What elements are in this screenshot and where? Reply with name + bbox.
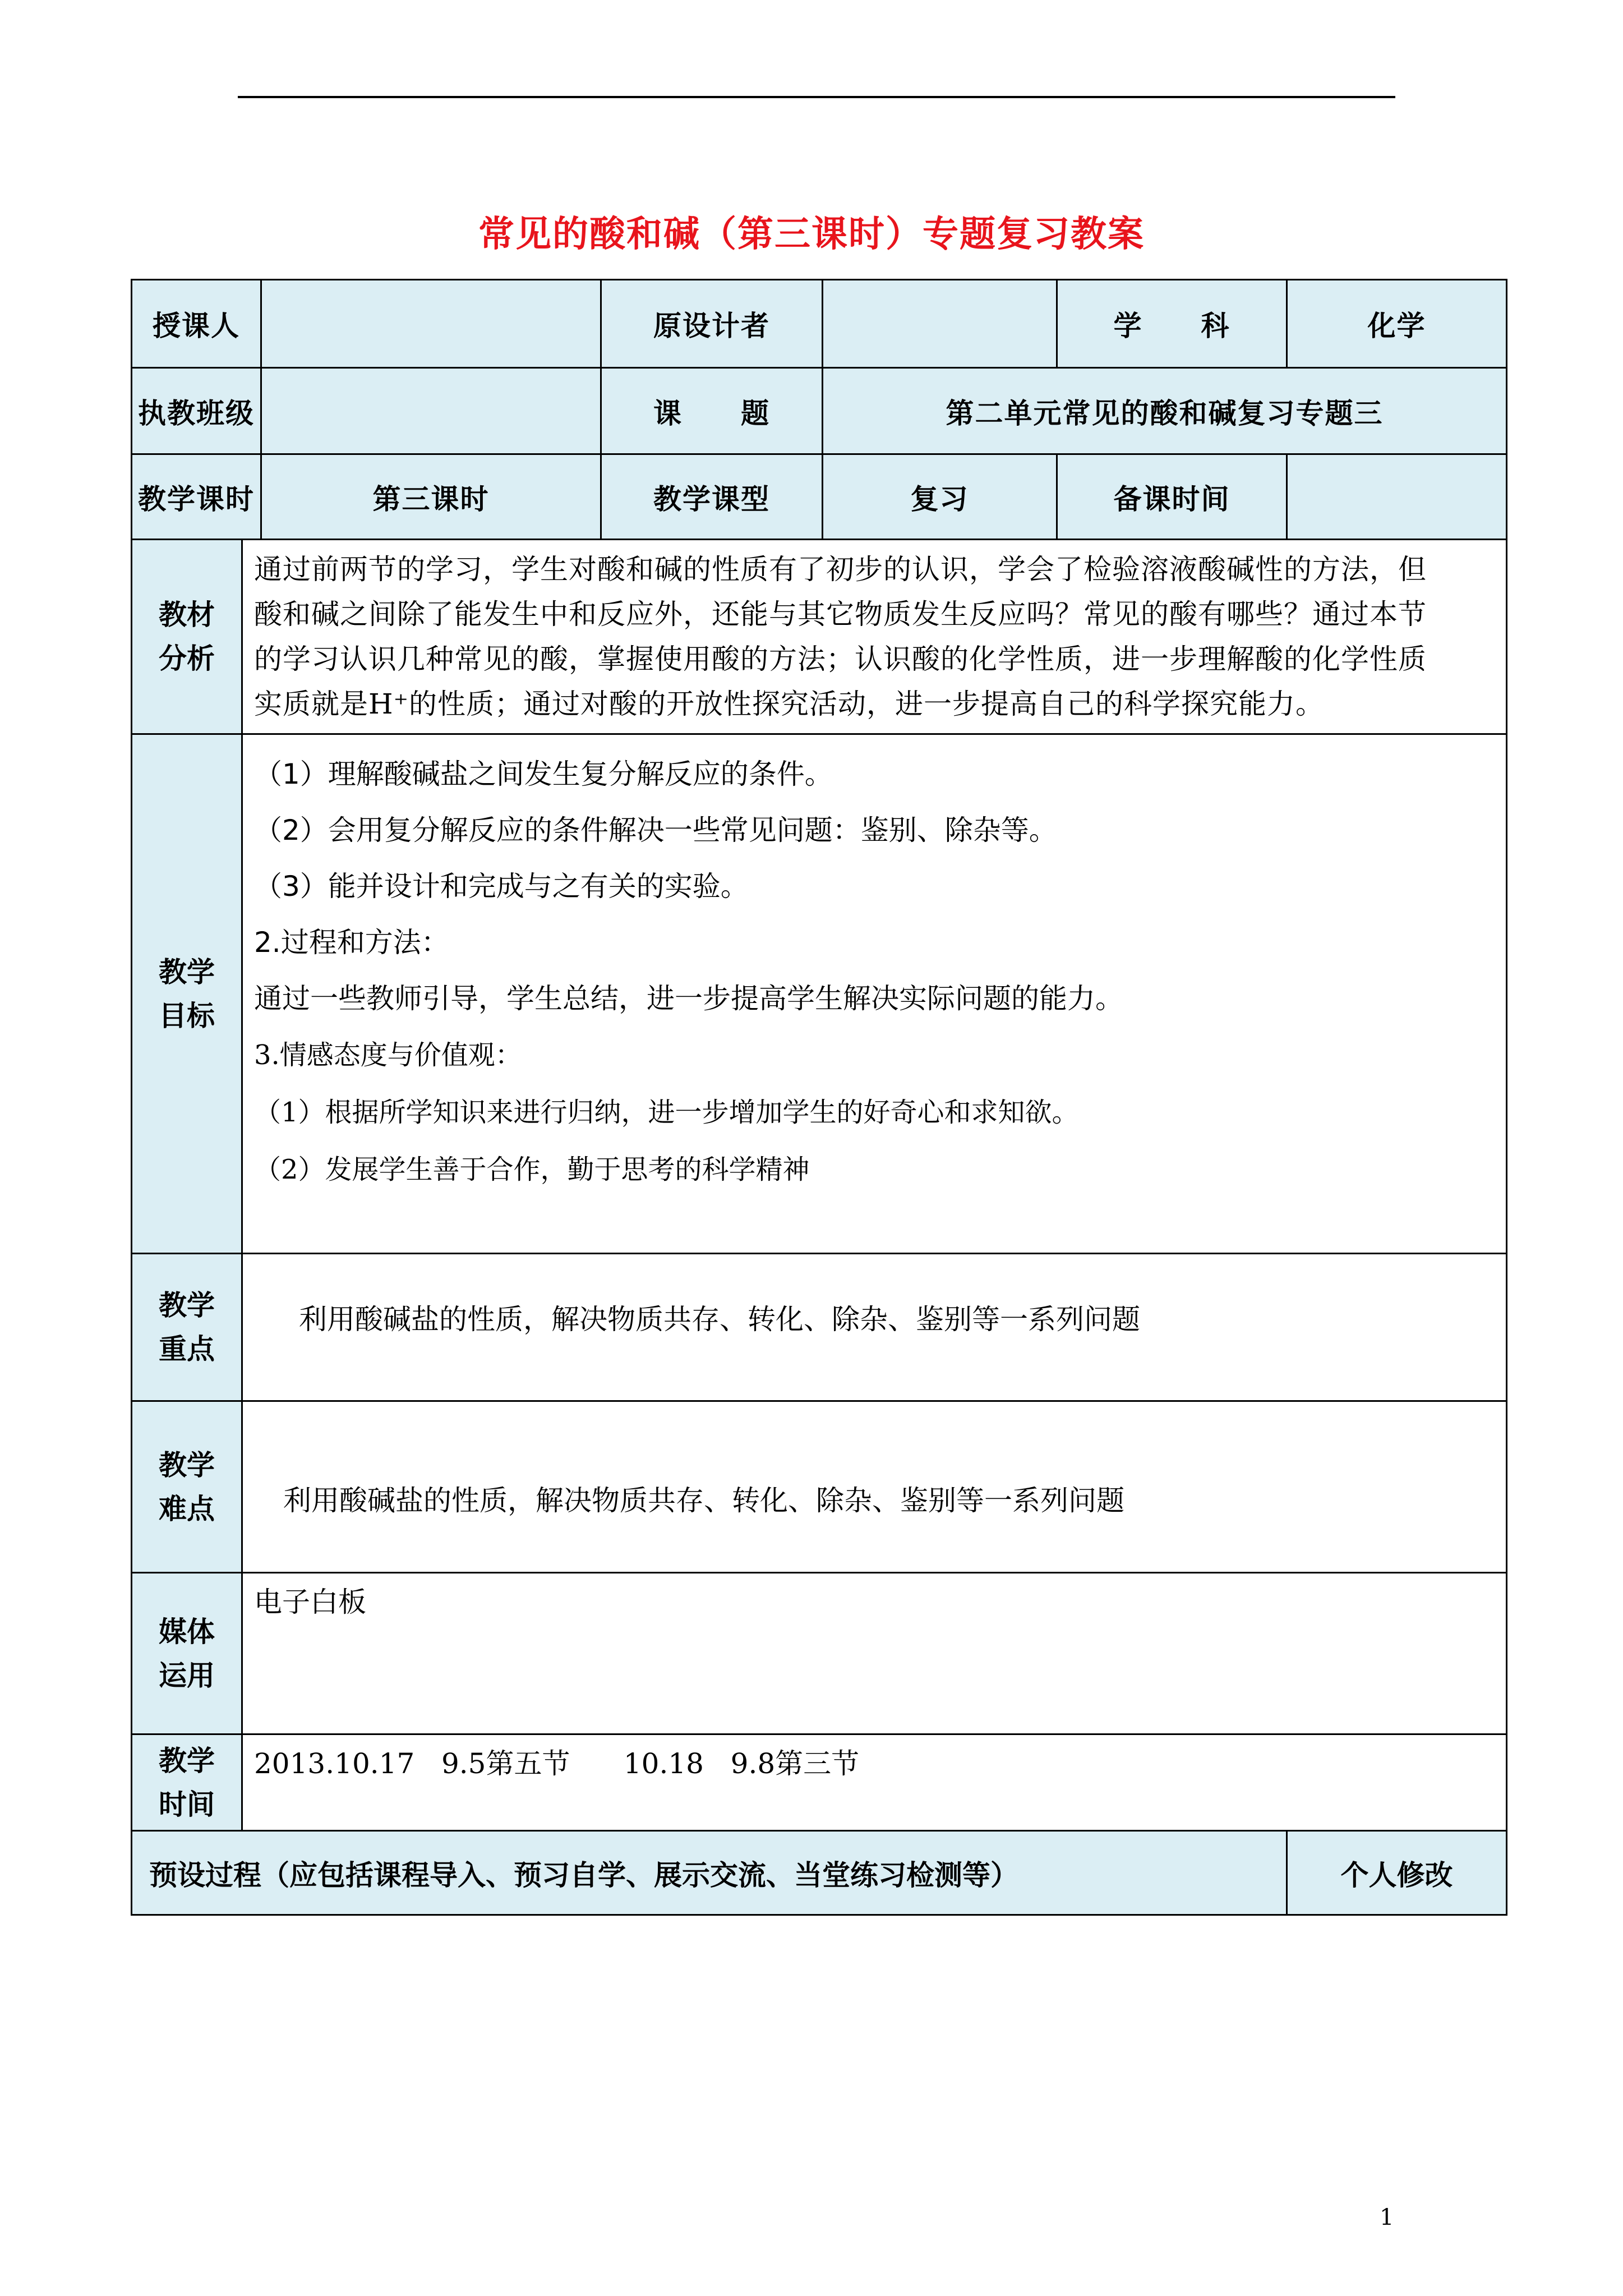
key-points-text: 利用酸碱盐的性质，解决物质共存、转化、除杂、鉴别等一系列问题	[242, 1254, 1507, 1401]
media-row	[132, 1573, 1507, 1734]
process-row	[132, 1831, 1507, 1915]
designer-label: 原设计者	[601, 280, 823, 368]
analysis-label: 教材 分析	[132, 540, 242, 734]
topic-label: 课 题	[601, 368, 823, 454]
difficulties-text: 利用酸碱盐的性质，解决物质共存、转化、除杂、鉴别等一系列问题	[242, 1401, 1507, 1573]
analysis-line: 实质就是H⁺的性质；通过对酸的开放性探究活动，进一步提高自己的科学探究能力。	[254, 688, 1324, 720]
teacher-label: 授课人	[132, 280, 261, 368]
prep-value	[1287, 454, 1507, 540]
goals-label: 教学 目标	[132, 734, 242, 1254]
goals-row	[132, 734, 1507, 1254]
header-row-teacher	[132, 280, 1507, 368]
period-value: 第三课时	[261, 454, 601, 540]
class-value	[261, 368, 601, 454]
type-value: 复习	[823, 454, 1057, 540]
difficulties-label: 教学 难点	[132, 1401, 242, 1573]
goal-item: （2）发展学生善于合作，勤于思考的科学精神	[254, 1154, 810, 1185]
analysis-line: 酸和碱之间除了能发生中和反应外，还能与其它物质发生反应吗？常见的酸有哪些？通过本节	[254, 598, 1427, 631]
analysis-row	[132, 540, 1507, 734]
time-text: 2013.10.17 9.5第五节 10.18 9.8第三节	[242, 1734, 1507, 1831]
goal-item: （1）理解酸碱盐之间发生复分解反应的条件。	[254, 758, 833, 790]
media-label: 媒体 运用	[132, 1573, 242, 1734]
media-text: 电子白板	[242, 1573, 1507, 1734]
goal-item: （3）能并设计和完成与之有关的实验。	[254, 870, 749, 903]
teacher-value	[261, 280, 601, 368]
goals-text	[242, 734, 1507, 1254]
class-label: 执教班级	[132, 368, 261, 454]
subject-value: 化学	[1287, 280, 1507, 368]
analysis-text	[242, 540, 1507, 734]
analysis-line: 的学习认识几种常见的酸，掌握使用酸的方法；认识酸的化学性质，进一步理解酸的化学性质	[254, 643, 1427, 675]
topic-value: 第二单元常见的酸和碱复习专题三	[823, 368, 1507, 454]
subject-label: 学 科	[1057, 280, 1287, 368]
header-row-period	[132, 454, 1507, 540]
goal-item: （1）根据所学知识来进行归纳，进一步增加学生的好奇心和求知欲。	[254, 1097, 1079, 1128]
goal-item: 通过一些教师引导，学生总结，进一步提高学生解决实际问题的能力。	[254, 982, 1123, 1015]
difficulties-row	[132, 1401, 1507, 1573]
goal-item: 2.过程和方法：	[254, 926, 449, 959]
goal-item: （2）会用复分解反应的条件解决一些常见问题：鉴别、除杂等。	[254, 814, 1057, 846]
goal-item: 3.情感态度与价值观：	[254, 1039, 522, 1071]
page-title: 常见的酸和碱（第三课时）专题复习教案	[478, 213, 1145, 255]
time-label: 教学 时间	[132, 1734, 242, 1831]
page-number: 1	[1380, 2205, 1394, 2230]
header-row-class	[132, 368, 1507, 454]
period-label: 教学课时	[132, 454, 261, 540]
process-label: 预设过程（应包括课程导入、预习自学、展示交流、当堂练习检测等）	[132, 1831, 1287, 1915]
key-points-row	[132, 1254, 1507, 1401]
analysis-line: 通过前两节的学习，学生对酸和碱的性质有了初步的认识，学会了检验溶液酸碱性的方法，但	[254, 553, 1427, 586]
key-points-label: 教学 重点	[132, 1254, 242, 1401]
header-rule	[238, 96, 1395, 98]
designer-value	[823, 280, 1057, 368]
time-row	[132, 1734, 1507, 1831]
type-label: 教学课型	[601, 454, 823, 540]
prep-label: 备课时间	[1057, 454, 1287, 540]
lesson-plan-table	[131, 279, 1507, 1916]
process-edit-label: 个人修改	[1287, 1831, 1507, 1915]
